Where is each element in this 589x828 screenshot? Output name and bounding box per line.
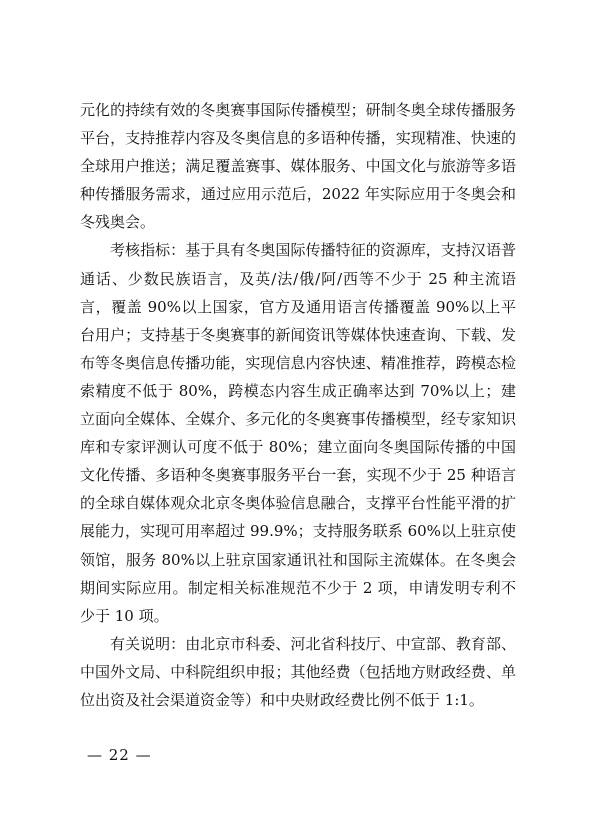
paragraph-continuation: 元化的持续有效的冬奥赛事国际传播模型；研制冬奥全球传播服务平台，支持推荐内容及冬奥信息的多语种传播，实现精准、快速的全球用户推送；满足覆盖赛事、媒体服务、中国文化与旅游等多语种传播服务需求，通过应用示范后，2022 年实际应用于冬奥会和冬残奥会。 bbox=[80, 101, 516, 232]
paragraph-assessment-indicators: 考核指标：基于具有冬奥国际传播特征的资源库，支持汉语普通话、少数民族语言，及英/法/俄/阿/西等不少于 25 种主流语言，覆盖 90%以上国家，官方及通用语言传播覆盖 90%以上平台用户；支持基于冬奥赛事的新闻资讯等媒体快速查询、下载、发布等冬奥信息传播功能，实现信息内容快速、精准推荐，跨模态检索精度不低于 80%，跨模态内容生成正确率达到 70%以上；建立面向全媒体、全媒介、多元化的冬奥赛事传播模型，经专家知识库和专家评测认可度不低于 80%；建立面向冬奥国际传播的中国文化传播、多语种冬奥赛事服务平台一套，实现不少于 25 种语言的全球自媒体观众北京冬奥体验信息融合，支撑平台性能平滑的扩展能力，实现可用率超过 99.9%；支持服务联系 60%以上驻京使领馆，服务 80%以上驻京国家通讯社和国际主流媒体。在冬奥会期间实际应用。制定相关标准规范不少于 2 项，申请发明专利不少于 10 项。 bbox=[80, 241, 516, 625]
paragraph-related-notes: 有关说明：由北京市科委、河北省科技厅、中宣部、教育部、中国外文局、中科院组织申报；其他经费（包括地方财政经费、单位出资及社会渠道资金等）和中央财政经费比例不低于 1:1。 bbox=[80, 634, 516, 709]
document-body bbox=[80, 96, 516, 714]
page-number: — 22 — bbox=[87, 746, 152, 764]
